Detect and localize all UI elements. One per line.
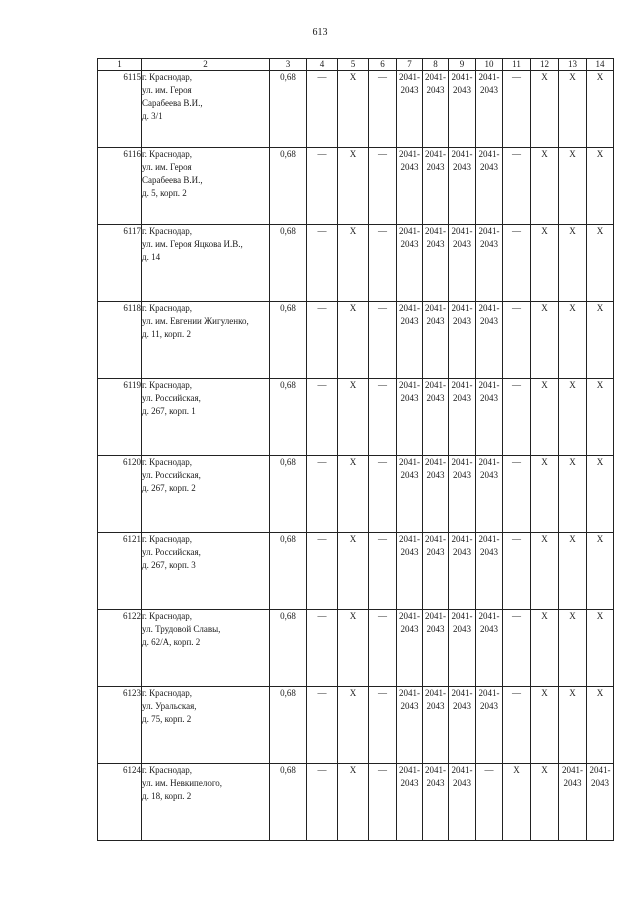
year-part: 2041- — [399, 72, 420, 82]
year-part: 2041- — [451, 226, 473, 236]
dash-cell: — — [307, 148, 338, 225]
row-number: 6116 — [98, 148, 142, 225]
year-part: 2041- — [399, 380, 420, 390]
year-range-cell — [397, 456, 423, 533]
year-part: 2041- — [478, 226, 500, 236]
column-header-4: 4 — [307, 59, 338, 71]
column-header-11: 11 — [503, 59, 531, 71]
year-part: 2041- — [399, 765, 420, 775]
value-cell: 0,68 — [270, 379, 307, 456]
mark-x-cell: X — [559, 379, 587, 456]
year-part: 2043 — [480, 316, 498, 326]
address-line: г. Краснодар, — [142, 765, 193, 775]
year-range-cell — [449, 225, 476, 302]
address-line: д. 267, корп. 1 — [142, 406, 196, 416]
mark-x-cell: X — [338, 71, 369, 148]
mark-x-cell: X — [531, 379, 559, 456]
year-part: 2041- — [399, 688, 420, 698]
dash-cell: — — [307, 71, 338, 148]
registry-table — [97, 58, 614, 841]
year-part: 2043 — [563, 778, 582, 788]
address-cell — [142, 533, 270, 610]
address-cell — [142, 148, 270, 225]
year-part: 2043 — [400, 470, 419, 480]
year-range-cell — [476, 533, 503, 610]
address-line: ул. им. Героя — [142, 85, 192, 95]
dash-cell: — — [503, 225, 531, 302]
mark-x-cell: X — [587, 71, 614, 148]
mark-x-cell: X — [338, 225, 369, 302]
mark-x-cell: X — [338, 456, 369, 533]
row-number: 6122 — [98, 610, 142, 687]
mark-x-cell: X — [503, 764, 531, 841]
column-header-6: 6 — [369, 59, 397, 71]
year-part: 2043 — [480, 239, 498, 249]
dash-cell: — — [307, 610, 338, 687]
value-cell: 0,68 — [270, 610, 307, 687]
mark-x-cell: X — [587, 687, 614, 764]
year-range-cell — [397, 379, 423, 456]
address-line: д. 5, корп. 2 — [142, 188, 187, 198]
address-cell — [142, 71, 270, 148]
address-line: д. 75, корп. 2 — [142, 714, 192, 724]
year-range-cell — [423, 533, 449, 610]
year-range-cell — [397, 148, 423, 225]
column-header-13: 13 — [559, 59, 587, 71]
address-line: г. Краснодар, — [142, 611, 193, 621]
year-range-cell — [423, 225, 449, 302]
year-part: 2041- — [399, 611, 420, 621]
value-cell: 0,68 — [270, 225, 307, 302]
mark-x-cell: X — [338, 764, 369, 841]
dash-cell: — — [369, 379, 397, 456]
year-range-cell — [449, 610, 476, 687]
mark-x-cell: X — [559, 302, 587, 379]
year-part: 2041- — [478, 72, 500, 82]
value-cell: 0,68 — [270, 148, 307, 225]
year-part: 2041- — [562, 765, 583, 775]
table-body — [98, 71, 614, 841]
dash-cell: — — [369, 225, 397, 302]
row-number: 6119 — [98, 379, 142, 456]
address-line: Сарабеева В.И., — [142, 98, 203, 108]
year-part: 2043 — [426, 393, 445, 403]
year-range-cell — [423, 456, 449, 533]
year-part: 2041- — [451, 611, 473, 621]
mark-x-cell: X — [531, 71, 559, 148]
dash-cell: — — [369, 764, 397, 841]
year-range-cell — [449, 148, 476, 225]
value-cell: 0,68 — [270, 533, 307, 610]
year-part: 2041- — [478, 303, 500, 313]
mark-x-cell: X — [531, 456, 559, 533]
dash-cell: — — [369, 456, 397, 533]
mark-x-cell: X — [531, 764, 559, 841]
mark-x-cell: X — [587, 225, 614, 302]
year-range-cell — [423, 764, 449, 841]
address-cell — [142, 302, 270, 379]
address-line: ул. Российская, — [142, 470, 201, 480]
mark-x-cell: X — [531, 302, 559, 379]
year-part: 2041- — [399, 226, 420, 236]
dash-cell: — — [503, 533, 531, 610]
year-part: 2043 — [400, 701, 419, 711]
dash-cell: — — [307, 225, 338, 302]
dash-cell: — — [307, 764, 338, 841]
address-line: д. 267, корп. 3 — [142, 560, 196, 570]
dash-cell: — — [503, 71, 531, 148]
year-part: 2043 — [400, 778, 419, 788]
year-range-cell — [423, 71, 449, 148]
mark-x-cell: X — [559, 148, 587, 225]
year-part: 2043 — [426, 470, 445, 480]
year-part: 2041- — [451, 688, 473, 698]
value-cell: 0,68 — [270, 302, 307, 379]
year-part: 2043 — [480, 470, 498, 480]
year-part: 2041- — [425, 380, 446, 390]
mark-x-cell: X — [338, 687, 369, 764]
year-part: 2041- — [425, 611, 446, 621]
table-row — [98, 225, 614, 302]
mark-x-cell: X — [338, 533, 369, 610]
row-number: 6118 — [98, 302, 142, 379]
column-header-7: 7 — [397, 59, 423, 71]
year-part: 2043 — [453, 239, 471, 249]
address-line: г. Краснодар, — [142, 72, 193, 82]
year-part: 2041- — [451, 72, 473, 82]
year-range-cell — [423, 687, 449, 764]
row-number: 6117 — [98, 225, 142, 302]
year-range-cell — [476, 71, 503, 148]
year-part: 2043 — [400, 624, 419, 634]
dash-cell: — — [476, 764, 503, 841]
dash-cell: — — [307, 456, 338, 533]
year-part: 2043 — [426, 778, 445, 788]
table-row — [98, 687, 614, 764]
year-range-cell — [397, 302, 423, 379]
mark-x-cell: X — [559, 71, 587, 148]
row-number: 6120 — [98, 456, 142, 533]
address-line: ул. им. Героя — [142, 162, 192, 172]
year-range-cell — [476, 302, 503, 379]
address-cell — [142, 456, 270, 533]
year-part: 2043 — [400, 162, 419, 172]
year-range-cell — [476, 148, 503, 225]
year-part: 2041- — [399, 149, 420, 159]
page-number: 613 — [312, 27, 328, 38]
address-line: ул. Российская, — [142, 547, 201, 557]
year-part: 2041- — [425, 688, 446, 698]
year-part: 2041- — [399, 457, 420, 467]
value-cell: 0,68 — [270, 764, 307, 841]
year-part: 2043 — [480, 624, 498, 634]
dash-cell: — — [503, 148, 531, 225]
year-range-cell — [449, 533, 476, 610]
year-part: 2041- — [451, 303, 473, 313]
dash-cell: — — [503, 456, 531, 533]
dash-cell: — — [369, 687, 397, 764]
year-range-cell — [476, 225, 503, 302]
year-range-cell — [397, 764, 423, 841]
year-range-cell — [397, 225, 423, 302]
value-cell: 0,68 — [270, 71, 307, 148]
dash-cell: — — [369, 610, 397, 687]
mark-x-cell: X — [559, 687, 587, 764]
year-part: 2043 — [426, 624, 445, 634]
dash-cell: — — [369, 533, 397, 610]
table-row — [98, 71, 614, 148]
address-line: г. Краснодар, — [142, 457, 193, 467]
year-range-cell — [423, 302, 449, 379]
year-part: 2041- — [425, 72, 446, 82]
column-header-2: 2 — [142, 59, 270, 71]
value-cell: 0,68 — [270, 456, 307, 533]
year-range-cell — [449, 302, 476, 379]
year-part: 2043 — [453, 778, 471, 788]
column-header-12: 12 — [531, 59, 559, 71]
year-part: 2041- — [478, 611, 500, 621]
column-header-5: 5 — [338, 59, 369, 71]
year-part: 2041- — [451, 380, 473, 390]
year-part: 2043 — [426, 701, 445, 711]
address-line: г. Краснодар, — [142, 303, 193, 313]
address-line: д. 11, корп. 2 — [142, 329, 191, 339]
year-part: 2043 — [426, 239, 445, 249]
year-part: 2041- — [451, 457, 473, 467]
mark-x-cell: X — [559, 610, 587, 687]
address-line: д. 18, корп. 2 — [142, 791, 192, 801]
year-range-cell — [397, 533, 423, 610]
address-line: д. 267, корп. 2 — [142, 483, 196, 493]
address-line: г. Краснодар, — [142, 534, 193, 544]
mark-x-cell: X — [531, 610, 559, 687]
dash-cell: — — [369, 148, 397, 225]
address-cell — [142, 225, 270, 302]
mark-x-cell: X — [587, 148, 614, 225]
address-cell — [142, 379, 270, 456]
address-line: г. Краснодар, — [142, 380, 193, 390]
year-part: 2041- — [399, 534, 420, 544]
year-part: 2043 — [453, 162, 471, 172]
address-line: Сарабеева В.И., — [142, 175, 203, 185]
address-line: ул. им. Евгении Жигуленко, — [142, 316, 249, 326]
dash-cell: — — [307, 379, 338, 456]
year-part: 2043 — [480, 393, 498, 403]
address-line: ул. Уральская, — [142, 701, 197, 711]
year-range-cell — [449, 379, 476, 456]
row-number: 6123 — [98, 687, 142, 764]
year-range-cell — [476, 610, 503, 687]
year-range-cell — [476, 687, 503, 764]
year-part: 2043 — [480, 162, 498, 172]
year-part: 2043 — [400, 316, 419, 326]
year-part: 2041- — [425, 303, 446, 313]
mark-x-cell: X — [587, 456, 614, 533]
year-part: 2041- — [478, 688, 500, 698]
year-range-cell — [397, 71, 423, 148]
year-part: 2041- — [451, 534, 473, 544]
year-part: 2041- — [425, 534, 446, 544]
mark-x-cell: X — [531, 687, 559, 764]
year-range-cell — [397, 610, 423, 687]
address-line: ул. Российская, — [142, 393, 201, 403]
address-cell — [142, 610, 270, 687]
mark-x-cell: X — [531, 225, 559, 302]
mark-x-cell: X — [531, 148, 559, 225]
year-part: 2043 — [453, 316, 471, 326]
year-part: 2041- — [451, 765, 473, 775]
address-line: д. 14 — [142, 252, 161, 262]
address-line: д. 3/1 — [142, 111, 163, 121]
address-line: г. Краснодар, — [142, 149, 193, 159]
address-line: ул. Трудовой Славы, — [142, 624, 221, 634]
table-row — [98, 764, 614, 841]
address-line: ул. им. Невкипелого, — [142, 778, 223, 788]
year-part: 2043 — [480, 85, 498, 95]
column-header-14: 14 — [587, 59, 614, 71]
header-row — [98, 59, 614, 71]
year-part: 2043 — [453, 624, 471, 634]
year-part: 2041- — [425, 457, 446, 467]
mark-x-cell: X — [587, 533, 614, 610]
year-part: 2041- — [425, 149, 446, 159]
address-line: г. Краснодар, — [142, 226, 193, 236]
address-line: д. 62/А, корп. 2 — [142, 637, 201, 647]
value-cell: 0,68 — [270, 687, 307, 764]
address-cell — [142, 687, 270, 764]
mark-x-cell: X — [559, 533, 587, 610]
year-part: 2043 — [453, 470, 471, 480]
mark-x-cell: X — [587, 379, 614, 456]
year-part: 2041- — [589, 765, 611, 775]
column-header-1: 1 — [98, 59, 142, 71]
year-part: 2043 — [453, 701, 471, 711]
dash-cell: — — [503, 687, 531, 764]
year-part: 2041- — [451, 149, 473, 159]
year-range-cell — [423, 610, 449, 687]
mark-x-cell: X — [559, 456, 587, 533]
year-part: 2043 — [400, 85, 419, 95]
row-number: 6121 — [98, 533, 142, 610]
year-part: 2043 — [453, 547, 471, 557]
row-number: 6115 — [98, 71, 142, 148]
year-range-cell — [397, 687, 423, 764]
mark-x-cell: X — [531, 533, 559, 610]
dash-cell: — — [503, 302, 531, 379]
mark-x-cell: X — [587, 610, 614, 687]
address-line: г. Краснодар, — [142, 688, 193, 698]
mark-x-cell: X — [338, 610, 369, 687]
mark-x-cell: X — [587, 302, 614, 379]
row-number: 6124 — [98, 764, 142, 841]
year-part: 2041- — [478, 457, 500, 467]
year-part: 2043 — [480, 547, 498, 557]
dash-cell: — — [369, 302, 397, 379]
table-row — [98, 302, 614, 379]
mark-x-cell: X — [338, 302, 369, 379]
year-part: 2043 — [453, 393, 471, 403]
year-range-cell — [423, 148, 449, 225]
year-part: 2043 — [591, 778, 609, 788]
mark-x-cell: X — [338, 379, 369, 456]
dash-cell: — — [307, 302, 338, 379]
column-header-8: 8 — [423, 59, 449, 71]
dash-cell: — — [369, 71, 397, 148]
year-part: 2043 — [400, 239, 419, 249]
year-part: 2043 — [480, 701, 498, 711]
table-row — [98, 379, 614, 456]
year-part: 2041- — [399, 303, 420, 313]
year-range-cell — [587, 764, 614, 841]
year-part: 2043 — [426, 316, 445, 326]
year-part: 2041- — [478, 380, 500, 390]
year-range-cell — [449, 764, 476, 841]
year-part: 2043 — [453, 85, 471, 95]
year-part: 2041- — [478, 534, 500, 544]
year-range-cell — [449, 71, 476, 148]
mark-x-cell: X — [559, 225, 587, 302]
year-part: 2041- — [478, 149, 500, 159]
year-range-cell — [476, 379, 503, 456]
column-header-9: 9 — [449, 59, 476, 71]
year-part: 2043 — [426, 547, 445, 557]
column-header-10: 10 — [476, 59, 503, 71]
dash-cell: — — [307, 533, 338, 610]
year-part: 2041- — [425, 765, 446, 775]
table-row — [98, 148, 614, 225]
table-row — [98, 456, 614, 533]
year-part: 2043 — [426, 162, 445, 172]
year-range-cell — [559, 764, 587, 841]
mark-x-cell: X — [338, 148, 369, 225]
year-part: 2041- — [425, 226, 446, 236]
year-part: 2043 — [400, 547, 419, 557]
year-range-cell — [449, 456, 476, 533]
year-range-cell — [449, 687, 476, 764]
table-row — [98, 610, 614, 687]
year-range-cell — [423, 379, 449, 456]
year-part: 2043 — [426, 85, 445, 95]
dash-cell: — — [503, 610, 531, 687]
dash-cell: — — [503, 379, 531, 456]
year-part: 2043 — [400, 393, 419, 403]
address-line: ул. им. Героя Яцкова И.В., — [142, 239, 243, 249]
dash-cell: — — [307, 687, 338, 764]
column-header-3: 3 — [270, 59, 307, 71]
table-row — [98, 533, 614, 610]
year-range-cell — [476, 456, 503, 533]
address-cell — [142, 764, 270, 841]
